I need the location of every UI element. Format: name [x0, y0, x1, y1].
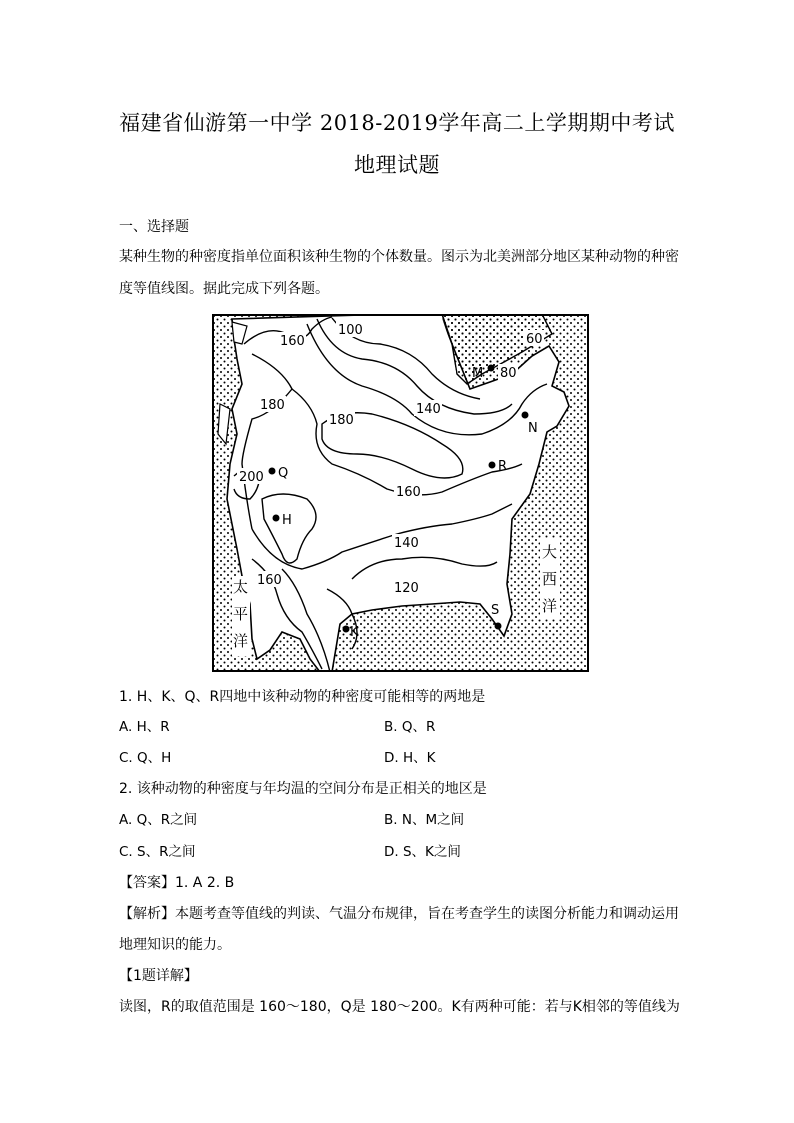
- point-label-r: R: [498, 459, 508, 474]
- contour-label: 60: [526, 332, 543, 347]
- contour-label: 180: [329, 413, 354, 428]
- question-1-option-b: B. Q、R: [384, 719, 436, 735]
- ocean-label-pacific: 平: [233, 605, 249, 623]
- question-2-option-a: A. Q、R之间: [119, 812, 198, 828]
- detail-heading: 【1题详解】: [119, 968, 198, 984]
- analysis-line-2: 地理知识的能力。: [119, 937, 231, 953]
- ocean-label-atlantic: 西: [542, 570, 558, 588]
- answer-line: 【答案】1. A 2. B: [119, 875, 235, 891]
- ocean-label-atlantic: 洋: [542, 597, 558, 615]
- question-2-stem: 2. 该种动物的种密度与年均温的空间分布是正相关的地区是: [119, 781, 487, 797]
- contour-label: 160: [257, 573, 282, 588]
- question-2-option-c: C. S、R之间: [119, 844, 196, 860]
- point-label-n: N: [528, 421, 538, 436]
- point-label-m: M: [472, 366, 484, 381]
- question-1-option-c: C. Q、H: [119, 750, 172, 766]
- detail-line-1: 读图，R的取值范围是 160～180，Q是 180～200。K有两种可能：若与K相邻的等值线为: [119, 999, 680, 1015]
- question-1-stem: 1. H、K、Q、R四地中该种动物的种密度可能相等的两地是: [119, 689, 486, 705]
- contour-label: 160: [396, 485, 421, 500]
- point-label-h: H: [282, 513, 292, 528]
- question-2-option-b: B. N、M之间: [384, 812, 465, 828]
- contour-label: 160: [280, 334, 305, 349]
- intro-text-1: 某种生物的种密度指单位面积该种生物的个体数量。图示为北美洲部分地区某种动物的种密: [119, 249, 679, 265]
- point-q: [269, 468, 276, 475]
- point-k: [343, 626, 350, 633]
- point-label-k: K: [350, 625, 359, 640]
- intro-text-2: 度等值线图。据此完成下列各题。: [119, 281, 329, 297]
- ocean-label-pacific: 太: [233, 578, 249, 596]
- point-label-q: Q: [278, 466, 289, 481]
- question-1-option-a: A. H、R: [119, 719, 170, 735]
- contour-label: 200: [239, 470, 264, 485]
- analysis-line-1: 【解析】本题考查等值线的判读、气温分布规律，旨在考查学生的读图分析能力和调动运用: [119, 906, 679, 922]
- contour-label: 140: [394, 536, 419, 551]
- ocean-label-atlantic: 大: [542, 543, 558, 561]
- question-2-option-d: D. S、K之间: [384, 844, 461, 860]
- contour-label: 140: [416, 402, 441, 417]
- section-heading: 一、选择题: [119, 219, 189, 235]
- point-h: [273, 515, 280, 522]
- point-n: [522, 412, 529, 419]
- point-m: [488, 365, 495, 372]
- contour-label: 100: [338, 323, 363, 338]
- document-subtitle: 地理试题: [354, 153, 440, 177]
- contour-label: 120: [394, 581, 419, 596]
- ocean-label-pacific: 洋: [233, 632, 249, 650]
- point-r: [489, 462, 496, 469]
- contour-label: 80: [500, 366, 517, 381]
- question-1-option-d: D. H、K: [384, 750, 436, 766]
- contour-map: [212, 314, 589, 672]
- point-label-s: S: [491, 603, 500, 618]
- document-title: 福建省仙游第一中学 2018-2019学年高二上学期期中考试: [119, 111, 675, 135]
- contour-label: 180: [260, 398, 285, 413]
- point-s: [495, 623, 502, 630]
